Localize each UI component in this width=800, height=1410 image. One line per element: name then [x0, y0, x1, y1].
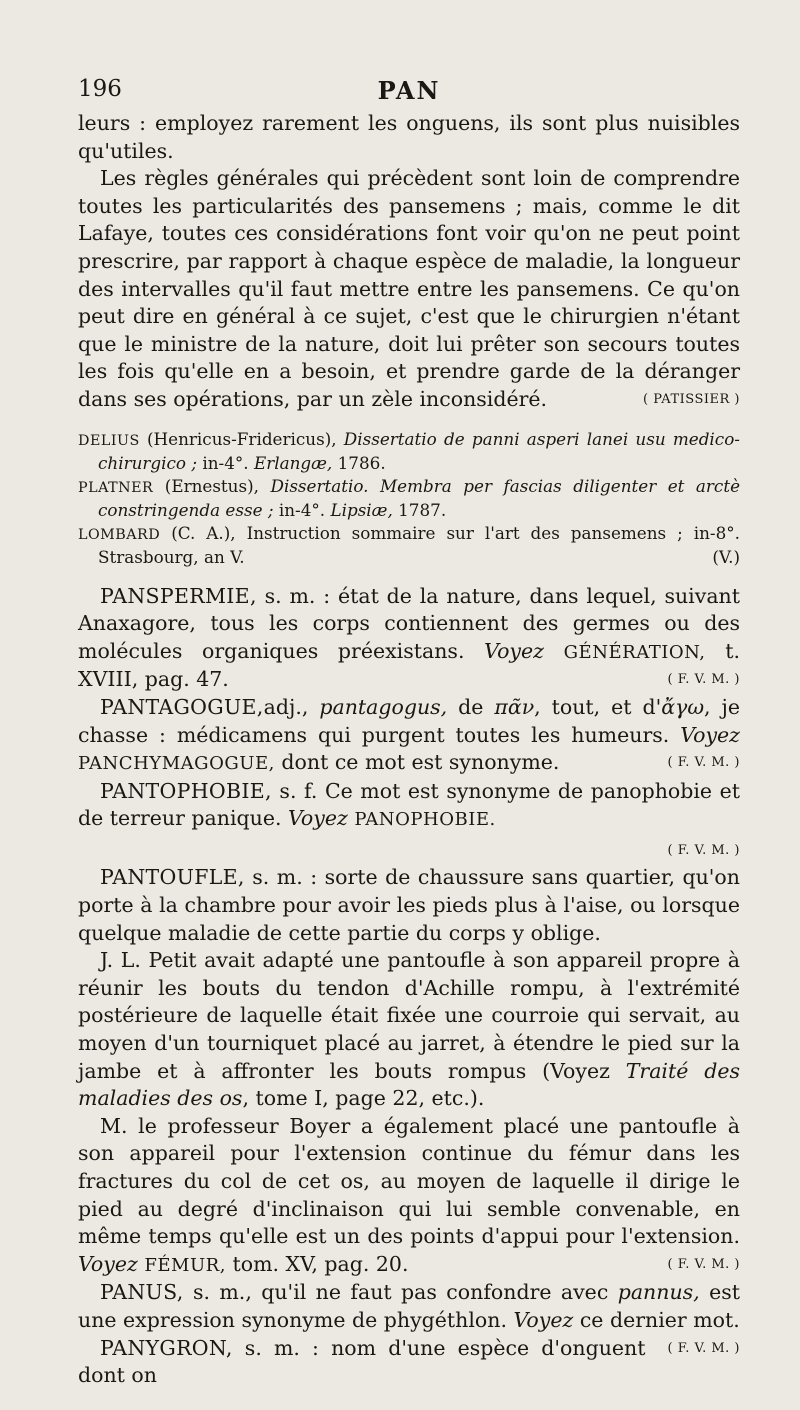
bib-place: Erlangæ,: [253, 453, 333, 474]
bib-author: LOMBARD: [78, 526, 161, 543]
article-body: , je chasse : médicamens qui purgent toutes les humeurs.: [78, 694, 740, 747]
article-pantoufle-petit: [78, 947, 740, 1113]
book-title: Traité des maladies des os: [78, 1058, 740, 1111]
article-body: s. m. : sorte de chaussure sans quartier, qu'on porte à la chambre pour avoir les pieds plus à l'aise, ou lorsque quelque maladie de cette partie du corps y oblige.: [78, 865, 740, 945]
cross-reference-location: tom. XV, pag. 20.: [232, 1251, 409, 1276]
latin-term: pannus,: [617, 1280, 700, 1305]
bib-names: (C. A.),: [171, 522, 236, 543]
bib-names: (Henricus-Fridericus),: [146, 428, 337, 449]
article-pantagogue: [78, 694, 740, 778]
cross-reference-location: t. XVIII, pag. 47.: [78, 638, 740, 692]
author-signature: ( F. V. M. ): [667, 755, 740, 771]
article-pantoufle-boyer: [78, 1113, 740, 1280]
author-signature: ( F. V. M. ): [667, 842, 740, 858]
headword: PANSPERMIE,: [100, 583, 257, 608]
bib-author: PLATNER: [78, 479, 154, 496]
page-number: 196: [78, 76, 122, 102]
voyez-label: Voyez: [484, 638, 544, 663]
article-body: , tome I, page 22, etc.).: [242, 1086, 485, 1111]
headword: PANYGRON,: [100, 1335, 233, 1360]
bib-place: Lipsiæ,: [330, 500, 393, 521]
article-body: J. L. Petit avait adapté une pantoufle à son appareil propre à réunir les bouts du tendon d'Achille rompu, à l'extrémité postérieure de laquelle était fixée une courroie qui servait, au moyen d'un tourniquet placé au jarret, à étendre le pied sur la jambe et à affronter les bouts rompus (Voyez: [78, 948, 740, 1083]
bib-details: in-4°.: [202, 453, 249, 474]
author-signature: ( F. V. M. ): [667, 1256, 740, 1272]
bibliography-entry: [78, 475, 740, 522]
article-body: s. m. : nom d'une espèce d'onguent dont on: [78, 1335, 646, 1388]
greek-term: ἄγω: [661, 694, 705, 719]
article-body: , tout, et d': [534, 694, 662, 719]
greek-term: πᾶν: [494, 694, 535, 719]
article-body: s. f. Ce mot est synonyme de panophobie et de terreur panique.: [78, 778, 740, 831]
paragraph-continuation: leurs : employez rarement les onguens, ils sont plus nuisibles qu'utiles.: [78, 111, 740, 163]
bib-signature: (V.): [712, 547, 740, 568]
article-body: dont ce mot est synonyme.: [281, 750, 560, 775]
bib-year: 1786.: [337, 453, 386, 474]
page-content: [78, 76, 740, 1390]
bibliography-entry: [78, 522, 740, 569]
bib-names: (Ernestus),: [164, 475, 259, 496]
headword: PANTAGOGUE,: [100, 694, 264, 719]
bib-details: in-4°.: [278, 500, 326, 521]
voyez-label: Voyez: [680, 722, 740, 747]
latin-term: pantagogus,: [319, 694, 448, 719]
article-body: est une expression synonyme de phygéthlon.: [78, 1280, 740, 1332]
bib-title: Dissertatio. Membra per fascias diligenter et arctè constringenda esse ;: [98, 475, 740, 521]
running-head: PAN: [377, 76, 441, 105]
signature-line: [78, 834, 740, 865]
author-signature: ( F. V. M. ): [667, 672, 740, 688]
article-body: s. m. : état de la nature, dans lequel, suivant Anaxagore, tous les corps contiennent des germes ou des molécules organiques préexistans.: [78, 583, 740, 663]
bib-text: Instruction sommaire sur l'art des pansemens ; in-8°. Strasbourg, an V.: [98, 522, 740, 568]
cross-reference: PANOPHOBIE.: [354, 809, 496, 831]
bib-title: Dissertatio de panni asperi lanei usu medico-chirurgico ;: [98, 428, 740, 474]
author-signature: ( PATISSIER ): [643, 391, 740, 407]
cross-reference: FÉMUR,: [144, 1254, 226, 1276]
page-header: [78, 76, 740, 110]
voyez-label: Voyez: [288, 806, 348, 831]
article-pantophobie: [78, 778, 740, 834]
paragraph-general-rules: [78, 165, 740, 413]
article-pantoufle: [78, 864, 740, 947]
article-body: M. le professeur Boyer a également placé une pantoufle à son appareil pour l'extension continue du fémur dans les fractures du col de cet os, au moyen de laquelle il dirige le pied au degré d'inclinaison qui lui semble convenable, en même temps qu'elle est un des points d'appui pour l'extension.: [78, 1113, 740, 1249]
bib-year: 1787.: [398, 500, 447, 521]
article-panygron: [78, 1335, 740, 1390]
bib-author: DELIUS: [78, 432, 140, 449]
author-signature: ( F. V. M. ): [667, 1340, 740, 1356]
headword: PANTOUFLE,: [100, 865, 245, 890]
article-body: ce dernier mot.: [579, 1307, 740, 1332]
cross-reference: GÉNÉRATION,: [563, 641, 706, 663]
bibliography: [78, 428, 740, 569]
headword: PANTOPHOBIE,: [100, 778, 272, 803]
paragraph-general-rules-text: Les règles générales qui précèdent sont loin de comprendre toutes les particularités des pansemens ; mais, comme le dit Lafaye, toutes ces considérations font voir qu'on ne peut point prescrire, par rapport à chaque espèce de maladie, la longueur des intervalles qu'il faut mettre entre les pansemens. Ce qu'on peut dire en général à ce sujet, c'est que le chirurgien n'étant que le ministre de la nature, doit lui prêter son secours toutes les fois qu'elle en a besoin, et prendre garde de la déranger dans ses opérations, par un zèle inconsidéré.: [78, 166, 740, 411]
voyez-label: Voyez: [78, 1251, 138, 1276]
bibliography-entry: [78, 428, 740, 475]
headword: PANUS,: [100, 1280, 184, 1305]
voyez-label: Voyez: [513, 1307, 574, 1332]
cross-reference: PANCHYMAGOGUE,: [78, 753, 275, 775]
article-body: s. m., qu'il ne faut pas confondre avec: [192, 1280, 609, 1305]
article-body: de: [458, 694, 484, 719]
article-body: adj.,: [263, 694, 309, 719]
article-panspermie: [78, 583, 740, 694]
